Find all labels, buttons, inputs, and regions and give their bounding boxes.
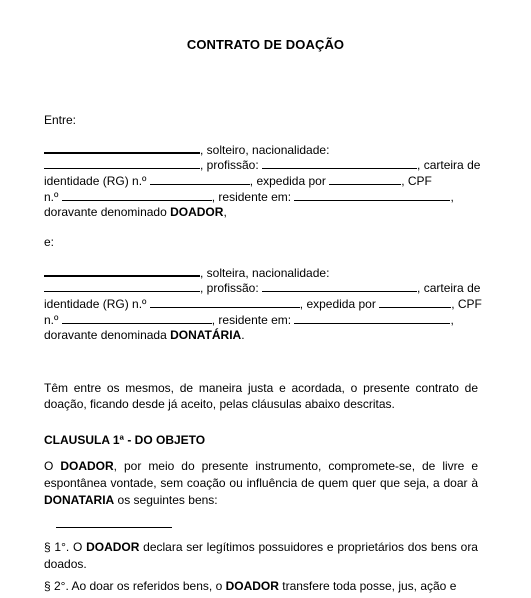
donee-line-1-text: , solteira, nacionalidade:	[200, 266, 330, 280]
donor-line-2	[44, 157, 480, 172]
separator-text: e:	[44, 235, 55, 249]
donee-line-5-end: .	[241, 328, 245, 342]
donor-issuer-blank[interactable]	[329, 173, 401, 185]
agreement-paragraph: Têm entre os mesmos, de maneira justa e acordada, o presente contrato de doação, ficando desde já aceito, pelas cláusulas abaixo descritas.	[44, 381, 478, 411]
donor-name-blank[interactable]	[44, 141, 200, 154]
paragraph-1-text-b: declara ser legítimos possuidores e proprietários dos bens ora doados.	[44, 540, 478, 571]
donee-nationality-blank[interactable]	[44, 280, 200, 292]
clause-1-text-a: O	[44, 459, 61, 473]
donor-line-5-end: ,	[223, 205, 227, 219]
donor-rg-blank[interactable]	[150, 173, 250, 185]
donee-line-2	[44, 280, 480, 295]
donee-line-4	[44, 312, 454, 327]
paragraph-1-donor: DOADOR	[86, 540, 140, 554]
donor-line-4	[44, 189, 454, 204]
donee-line-2-end: , carteira de	[417, 281, 481, 295]
donee-cpf-number-label: n.º	[44, 313, 59, 327]
donor-profession-blank[interactable]	[262, 157, 417, 169]
donor-nationality-blank[interactable]	[44, 157, 200, 169]
donor-line-1-text: , solteiro, nacionalidade:	[200, 143, 330, 157]
donor-cpf-label: , CPF	[401, 174, 432, 188]
clause-1-text-b: , por meio do presente instrumento, compromete-se, de livre e espontânea vontade, sem coação ou influência de quem quer que seja, a doar à	[44, 459, 478, 490]
intro-text: Entre:	[44, 113, 77, 127]
donee-cpf-label: , CPF	[451, 297, 482, 311]
clause-1-donor: DOADOR	[60, 459, 114, 473]
donee-residence-blank[interactable]	[294, 312, 450, 324]
donee-issuer-blank[interactable]	[379, 296, 451, 308]
paragraph-2-donor: DOADOR	[225, 579, 279, 593]
donor-cpf-blank[interactable]	[62, 189, 212, 201]
donee-name-blank[interactable]	[44, 264, 200, 277]
paragraph-1-text-a: § 1°. O	[44, 540, 87, 554]
donor-line-5	[44, 205, 227, 219]
paragraph-2	[44, 578, 478, 595]
donee-role: DONATÁRIA	[170, 328, 242, 342]
paragraph-2-text-a: § 2°. Ao doar os referidos bens, o	[44, 579, 226, 593]
donor-line-3	[44, 173, 432, 188]
donor-designation-text: doravante denominado	[44, 205, 171, 219]
donee-rg-label: identidade (RG) n.º	[44, 297, 147, 311]
donee-cpf-blank[interactable]	[62, 312, 212, 324]
donee-rg-blank[interactable]	[150, 296, 300, 308]
donor-residence-label: , residente em:	[211, 190, 292, 204]
donor-line-1	[44, 141, 329, 157]
donee-residence-label: , residente em:	[211, 313, 292, 327]
donee-line-3	[44, 296, 482, 311]
clause-1-text-c: os seguintes bens:	[114, 493, 218, 507]
donee-issuer-label: , expedida por	[299, 297, 376, 311]
clause-1-donee: DONATARIA	[44, 493, 115, 507]
donee-profession-blank[interactable]	[262, 280, 417, 292]
donee-line-1	[44, 264, 329, 280]
paragraph-1	[44, 539, 478, 573]
donor-issuer-label: , expedida por	[249, 174, 326, 188]
donor-line-4-end: ,	[450, 190, 454, 204]
clause-1-heading: CLAUSULA 1ª - DO OBJETO	[44, 433, 206, 447]
donor-role: DOADOR	[170, 205, 224, 219]
donor-cpf-number-label: n.º	[44, 190, 59, 204]
donor-residence-blank[interactable]	[294, 189, 450, 201]
goods-list-blank[interactable]	[56, 527, 172, 528]
donee-designation-text: doravante denominada	[44, 328, 171, 342]
donor-line-2-end: , carteira de	[417, 158, 481, 172]
donee-line-2-text: , profissão:	[200, 281, 259, 295]
donee-line-4-end: ,	[450, 313, 454, 327]
donee-line-5	[44, 328, 245, 342]
clause-1-paragraph	[44, 458, 478, 509]
document-title: CONTRATO DE DOAÇÃO	[186, 37, 345, 52]
donor-rg-label: identidade (RG) n.º	[44, 174, 147, 188]
paragraph-2-text-b: transfere toda posse, jus, ação e	[278, 579, 457, 593]
donor-line-2-text: , profissão:	[200, 158, 259, 172]
